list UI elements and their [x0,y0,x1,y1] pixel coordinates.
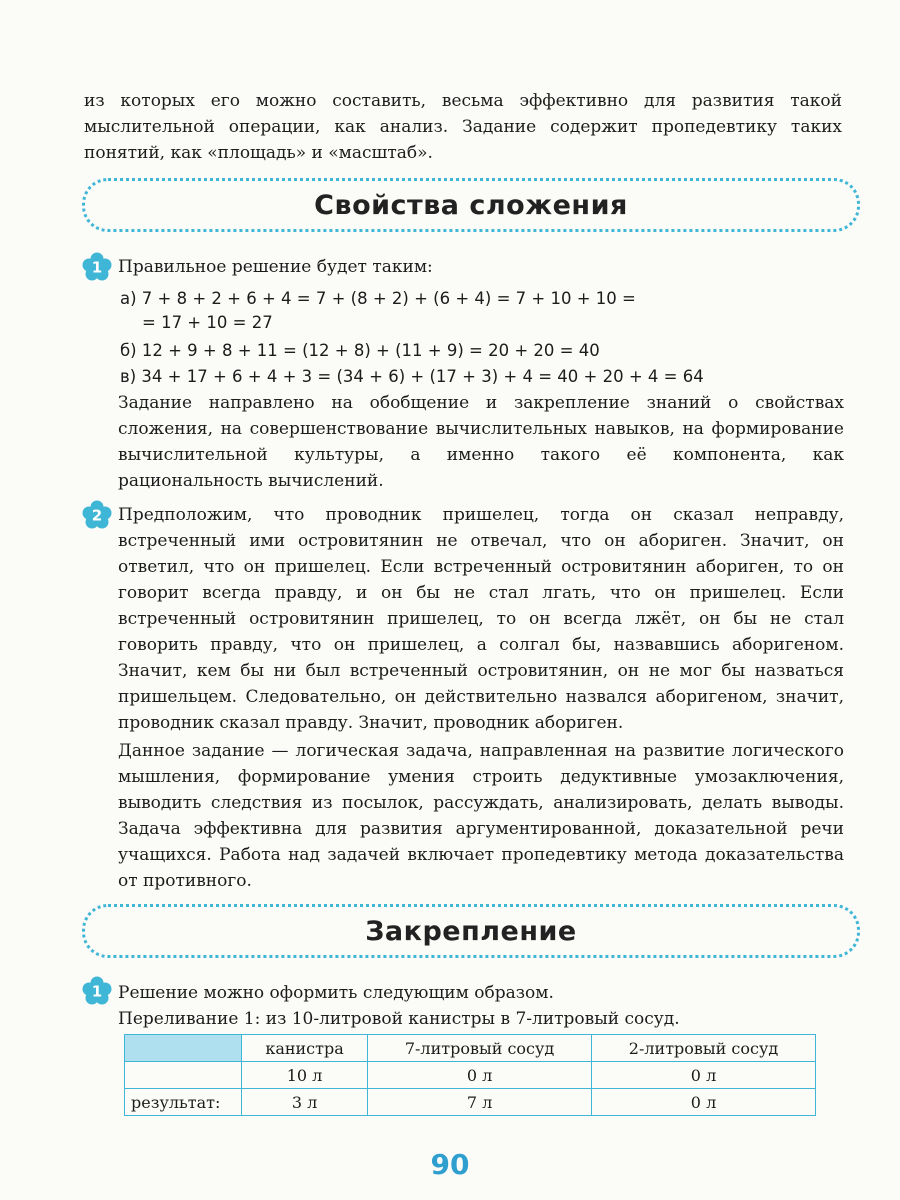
task1-lead: Правильное решение будет таким: [118,257,433,277]
task-number-badge-icon [82,500,112,530]
task1-line-b: б) 12 + 9 + 8 + 11 = (12 + 8) + (11 + 9) = 20 + 20 = 40 [120,341,600,360]
section-title-consolidation: Закрепление [82,904,860,958]
intro-paragraph: из которых его можно составить, весьма эффективно для развития такой мыслительной операции, как анализ. Задание содержит пропедевтику таких понятий, как «площадь» и «масштаб». [84,91,842,163]
task1-line-a-cont: = 17 + 10 = 27 [142,313,273,332]
table-cell: 0 л [592,1089,816,1116]
task1-line-v: в) 34 + 17 + 6 + 4 + 3 = (34 + 6) + (17 + 3) + 4 = 40 + 20 + 4 = 64 [120,367,704,386]
task1-line-a: а) 7 + 8 + 2 + 6 + 4 = 7 + (8 + 2) + (6 + 4) = 7 + 10 + 10 = [120,289,636,308]
logic-task-paragraph: Данное задание — логическая задача, направленная на развитие логического мышления, формирование умения строить дедуктивные умозаключения, выводить следствия из посылок, рассуждать, анализировать, делать выводы. Задача эффективна для развития аргументированной, доказательной речи учащихся. Работа над задачей включает пропедевтику метода доказательства от противного. [118,741,844,891]
svg-text:2: 2 [91,506,103,525]
page-number: 90 [430,1148,470,1181]
section-title-addition-properties: Свойства сложения [82,178,860,232]
svg-text:1: 1 [91,982,103,1001]
table-row-label: результат: [125,1089,242,1116]
task3-lead: Решение можно оформить следующим образом. [118,983,554,1003]
task2-solution: Предположим, что проводник пришелец, тогда он сказал неправду, встреченный ими островитянин не отвечал, что он абориген. Значит, он ответил, что он пришелец. Если встреченный островитянин абориген, то он говорит всегда правду, и он бы не стал лгать, что он пришелец. Если встреченный островитянин пришелец, то он всегда лжёт, он бы не стал говорить правду, что он пришелец, а солгал бы, назвавшись аборигеном. Значит, кем бы ни был встреченный островитянин, он не мог бы назваться пришельцем. Следовательно, он действительно назвался аборигеном, значит, проводник сказал правду. Значит, проводник абориген. [118,505,844,733]
table-header-row [125,1035,816,1062]
table-cell: 10 л [242,1062,368,1089]
task1-comment: Задание направлено на обобщение и закрепление знаний о свойствах сложения, на совершенствование вычислительных навыков, на формирование вычислительной культуры, а именно такого её компонента, как рациональность вычислений. [118,393,844,491]
task-number-badge-icon [82,252,112,282]
table-header-cell: 7-литровый сосуд [368,1035,592,1062]
table-header-cell: 2-литровый сосуд [592,1035,816,1062]
table-corner-cell [125,1035,242,1062]
table-header-cell: канистра [242,1035,368,1062]
task-number-badge-icon [82,976,112,1006]
svg-text:1: 1 [91,258,103,277]
pouring-table [124,1034,816,1116]
table-cell: 0 л [592,1062,816,1089]
table-cell: 7 л [368,1089,592,1116]
table-cell: 3 л [242,1089,368,1116]
task3-subtitle: Переливание 1: из 10-литровой канистры в 7-литровый сосуд. [118,1009,680,1029]
table-cell: 0 л [368,1062,592,1089]
table-row-label [125,1062,242,1089]
table-row [125,1089,816,1116]
table-row [125,1062,816,1089]
